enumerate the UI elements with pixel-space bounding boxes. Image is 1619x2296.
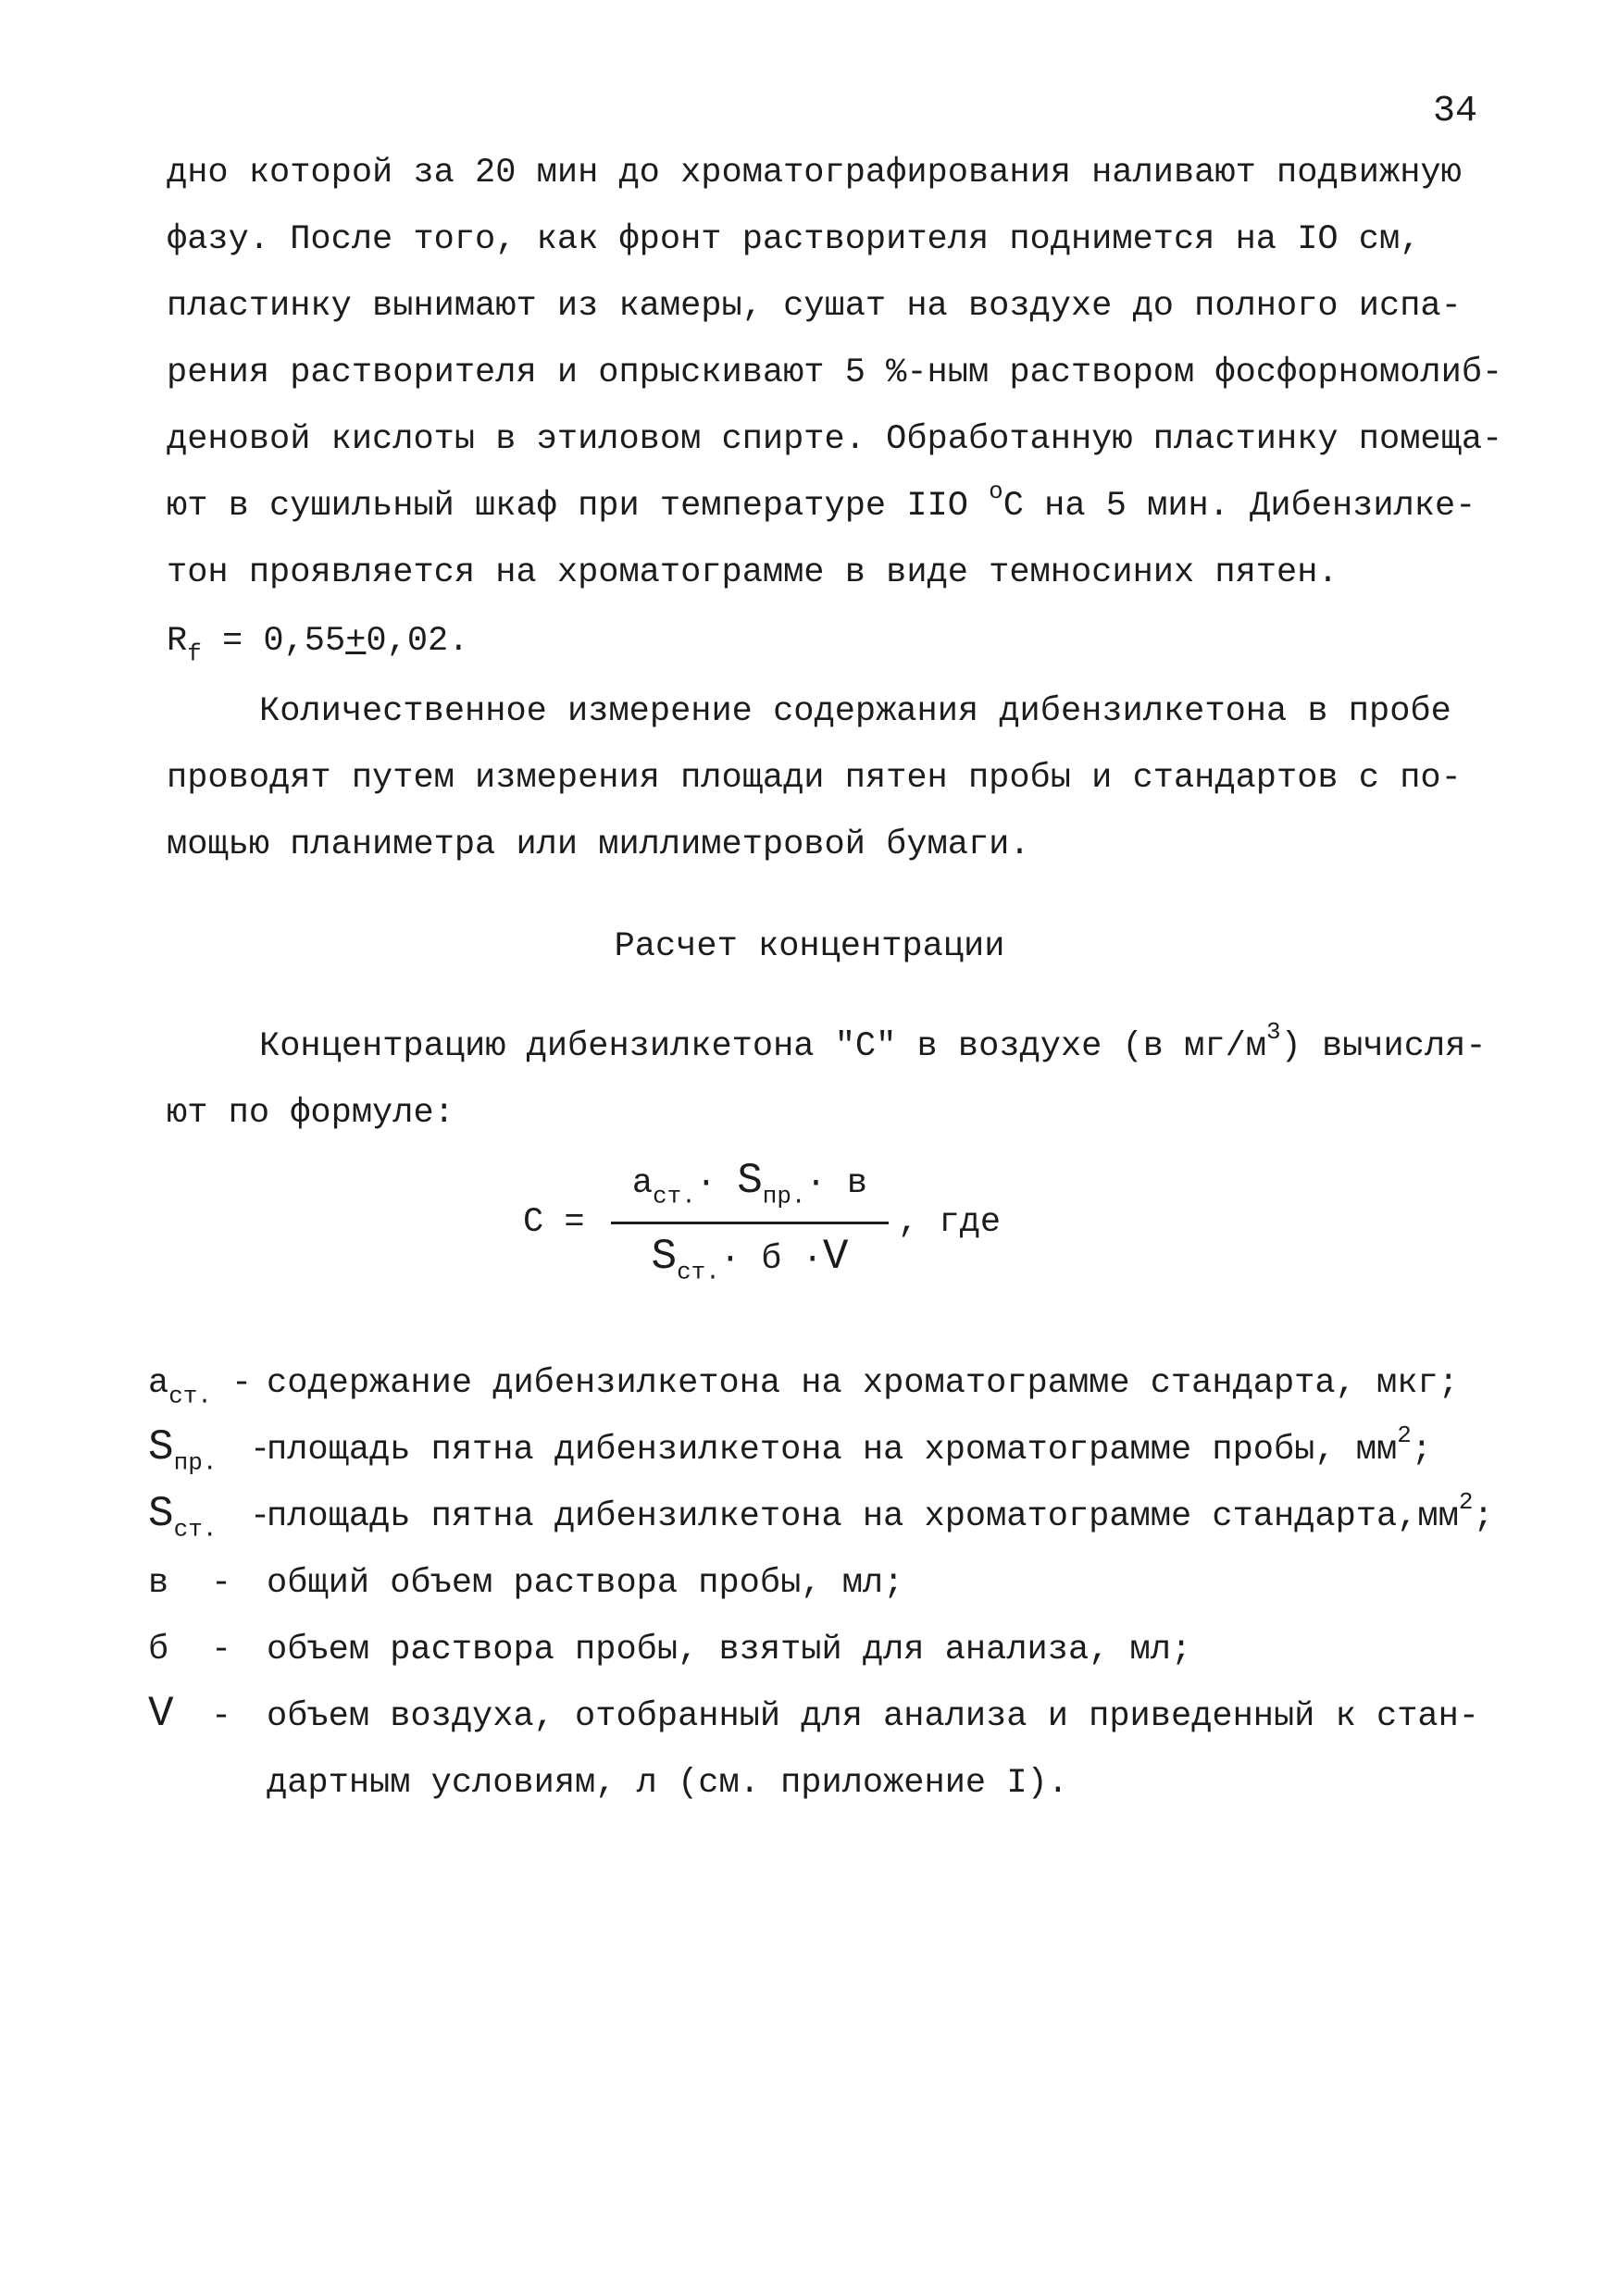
page-number: 34: [1433, 91, 1478, 132]
text-line: пластинку вынимают из камеры, сушат на воздухе до полного испа-: [167, 287, 1462, 326]
text-line: проводят путем измерения площади пятен пробы и стандартов с по-: [167, 759, 1462, 798]
text-line: фазу. После того, как фронт растворителя поднимется на IO см,: [167, 220, 1421, 259]
definition-continuation: дартным условиям, л (см. приложение I).: [267, 1764, 1068, 1803]
document-page: 34 дно которой за 20 мин до хроматографирования наливают подвижную фазу. После того, как фронт растворителя поднимется на IO см, пластинку вынимают из камеры, сушат на воздухе до полного испа- рения растворителя и опрыскивают 5 %-ным раствором фосфорномолиб- деновой кислоты в этиловом спирте. Обработанную пластинку помеща- ют в сушильный шкаф при температуре IIO $^o$C на 5 мин. Дибензилке- тон проявляется на хроматограмме в виде темносиних пятен. $R_f = 0,55+0,02$. Количественное измерение содержания дибензилкетона в пробе проводят путем измерения площади пятен пробы и стандартов с по- мощью планиметра или миллиметровой бумаги. Расчет концентрации Концентрацию дибензилкетона "С" в воздухе (в $мг/м^3$) вычисля- ют по формуле: C = $a_{ст.}\cdot S_{пр.}\cdot в$ $S_{ст.}\cdot б \cdot V$ , где $a_{ст.}$ - содержание дибензилкетона на хроматограмме стандарта, мкг; $S_{пр.}$ - площадь пятна дибензилкетона на хроматограмме пробы, $мм^2$; $S_{ст.}$ - площадь пятна дибензилкетона на хроматограмме $стандарта,мм^2$; в - общий объем раствора пробы, мл; б - объем раствора пробы, взятый для анализа, мл; V - объем воздуха, отобранный для анализа и приведенный к стан- дартным условиям, л (см. приложение I).: [0, 0, 1619, 2296]
rf-value: $R_f = 0,55+0,02$.: [167, 622, 469, 668]
text-line: дно которой за 20 мин до хроматографирования наливают подвижную: [167, 154, 1462, 192]
section-heading: Расчет концентрации: [614, 927, 1005, 966]
formula-numerator: $a_{ст.}\cdot S_{пр.}\cdot в$: [631, 1157, 868, 1210]
text-line: мощью планиметра или миллиметровой бумаги.: [167, 825, 1030, 864]
text-line: ют по формуле:: [167, 1094, 455, 1133]
formula-lhs: C =: [523, 1203, 585, 1242]
concentration-formula: [523, 1155, 1078, 1303]
text-line: тон проявляется на хроматограмме в виде темносиних пятен.: [167, 553, 1339, 592]
text-line: рения растворителя и опрыскивают 5 %-ным раствором фосфорномолиб-: [167, 354, 1503, 392]
formula-rhs: , где: [898, 1203, 1002, 1242]
text-line: деновой кислоты в этиловом спирте. Обработанную пластинку помеща-: [167, 420, 1503, 459]
text-line: Количественное измерение содержания дибензилкетона в пробе: [259, 692, 1451, 731]
formula-denominator: $S_{ст.}\cdot б \cdot V$: [651, 1233, 849, 1286]
fraction-bar: [611, 1222, 889, 1224]
text-line-temperature: ют в сушильный шкаф при температуре IIO $^o$C на 5 мин. Дибензилке-: [167, 477, 1476, 526]
text-line-concentration: Концентрацию дибензилкетона "С" в воздухе (в $мг/м^3$) вычисля-: [259, 1017, 1487, 1066]
